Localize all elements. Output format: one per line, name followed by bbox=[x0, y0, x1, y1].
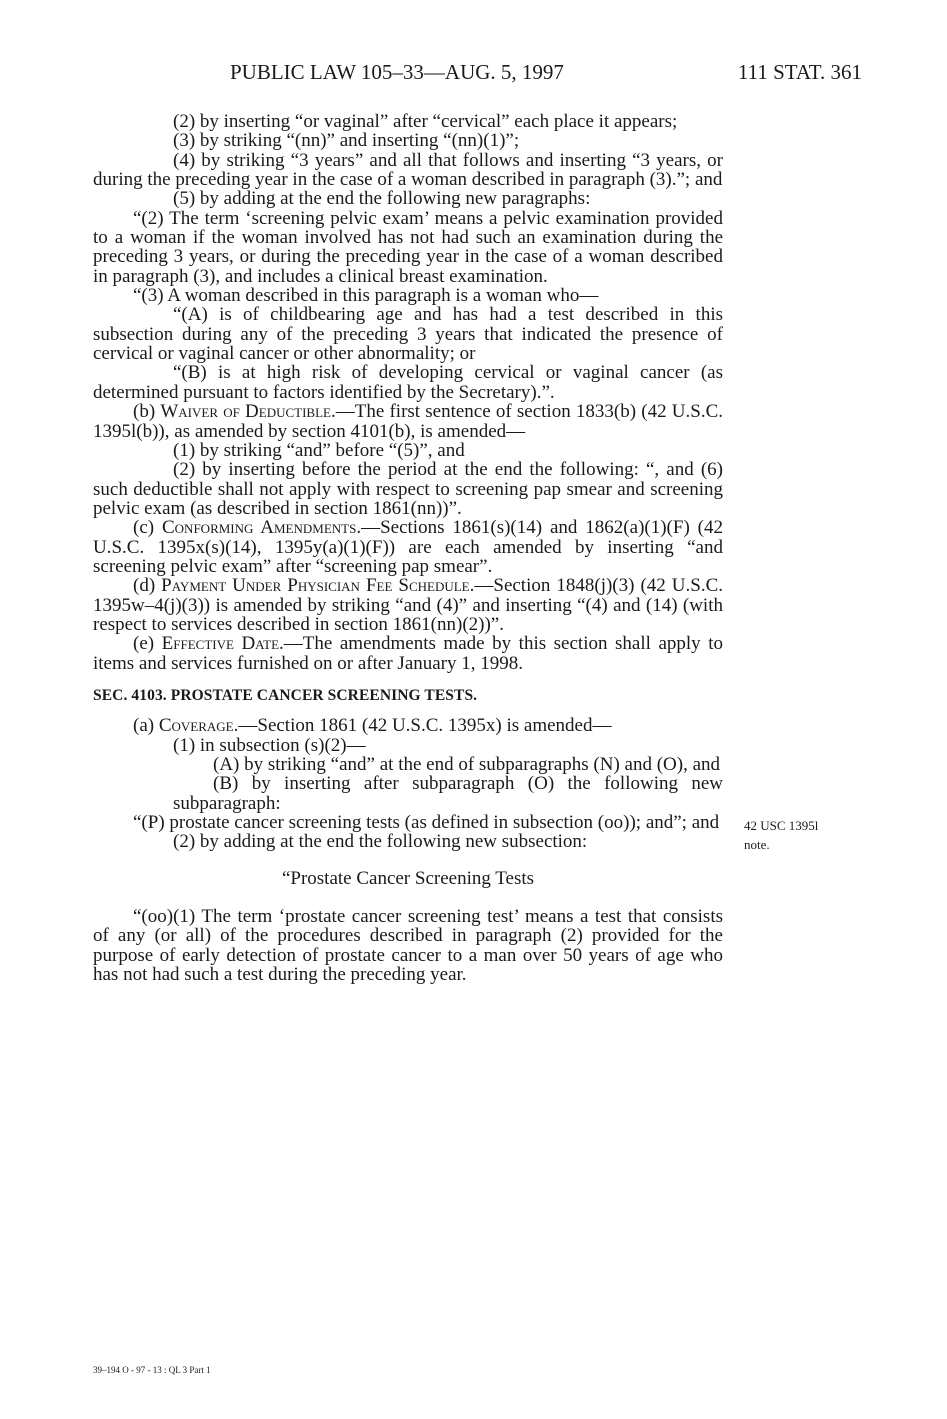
subsection-heading: Conforming Amendments. bbox=[162, 517, 362, 539]
subsection-a bbox=[93, 716, 723, 735]
page-header bbox=[92, 60, 862, 90]
margin-note bbox=[744, 816, 818, 854]
subsection-c bbox=[93, 518, 723, 576]
paragraph: (A) by striking “and” at the end of subparagraphs (N) and (O), and bbox=[213, 754, 721, 775]
paragraph: (2) by adding at the end the following new subsection: bbox=[173, 831, 588, 853]
subsection-heading: Coverage. bbox=[158, 715, 239, 737]
subsection-text: —Sections 1861(s)(14) and 1862(a)(1)(F) (42 U.S.C. 1395x(s)(14), 1395y(a)(1)(F)) are each amended by inserting “and screening pelvic exam” after “screening pap smear”. bbox=[93, 517, 724, 577]
paragraph: “(B) is at high risk of developing cervical or vaginal cancer (as determined pursuant to factors identified by the Secretary).”. bbox=[93, 362, 723, 403]
subsection-label: (d) bbox=[133, 575, 156, 597]
margin-note-citation: 42 USC 1395l bbox=[744, 818, 819, 833]
subsection-label: (a) bbox=[133, 715, 155, 737]
subsection-e bbox=[93, 634, 723, 673]
paragraph: (4) by striking “3 years” and all that follows and inserting “3 years, or during the preceding year in the case of a woman described in paragraph (3).”; and bbox=[93, 149, 723, 191]
paragraph: “(oo)(1) The term ‘prostate cancer screening test’ means a test that consists of any (or all) of the procedures described in paragraph (2) provided for the purpose of early detection of prostate cancer to a man over 50 years of age who has not had such a test during the preceding year. bbox=[93, 906, 723, 986]
paragraph: (B) by inserting after subparagraph (O) the following new subparagraph: bbox=[173, 773, 723, 814]
running-title: PUBLIC LAW 105–33—AUG. 5, 1997 bbox=[230, 60, 564, 84]
subsection-label: (c) bbox=[133, 517, 155, 539]
subsection-d bbox=[93, 576, 723, 634]
section-heading: SEC. 4103. PROSTATE CANCER SCREENING TESTS. bbox=[93, 686, 478, 704]
print-code-footer: 39–194 O - 97 - 13 : QL 3 Part 1 bbox=[93, 1365, 211, 1375]
paragraph: (2) by inserting “or vaginal” after “cervical” each place it appears; bbox=[173, 111, 678, 132]
paragraph: (5) by adding at the end the following new paragraphs: bbox=[173, 188, 591, 210]
subsection-label: (e) bbox=[133, 633, 155, 655]
subsection-title: “Prostate Cancer Screening Tests bbox=[281, 867, 535, 889]
paragraph: “(3) A woman described in this paragraph is a woman who— bbox=[133, 285, 599, 307]
paragraph: (2) by inserting before the period at the end the following: “, and (6) such deductible shall not apply with respect to screening pap smear and screening pelvic exam (as described in section 1861(nn))”. bbox=[93, 459, 723, 519]
paragraph: (3) by striking “(nn)” and inserting “(nn)(1)”; bbox=[173, 130, 520, 152]
subsection-b bbox=[93, 402, 723, 441]
subsection-heading: Payment Under Physician Fee Schedule. bbox=[161, 575, 475, 597]
statute-text bbox=[93, 112, 723, 984]
paragraph: “(P) prostate cancer screening tests (as defined in subsection (oo)); and”; and bbox=[133, 812, 720, 834]
subsection-text: —The amendments made by this section shall apply to items and services furnished on or after January 1, 1998. bbox=[93, 633, 723, 674]
subsection-label: (b) bbox=[133, 401, 156, 423]
margin-note-label: note. bbox=[744, 837, 770, 852]
paragraph: (1) by striking “and” before “(5)”, and bbox=[173, 439, 465, 461]
paragraph: (1) in subsection (s)(2)— bbox=[173, 734, 366, 756]
subsection-heading: Effective Date. bbox=[161, 633, 284, 655]
subsection-heading: Waiver of Deductible. bbox=[160, 401, 336, 423]
paragraph: “(A) is of childbearing age and has had a test described in this subsection during any of the preceding 3 years that indicated the presence of cervical or vaginal cancer or other abnormality; or bbox=[93, 304, 723, 365]
subsection-text: —Section 1848(j)(3) (42 U.S.C. 1395w–4(j)(3)) is amended by striking “and (4)” and inserting “(4) and (14) (with respect to services described in section 1861(nn)(2))”. bbox=[93, 575, 723, 635]
statute-page-reference: 111 STAT. 361 bbox=[737, 60, 862, 84]
subsection-text: —The first sentence of section 1833(b) (42 U.S.C. 1395l(b)), as amended by section 4101(b), is amended— bbox=[93, 401, 724, 442]
paragraph: “(2) The term ‘screening pelvic exam’ means a pelvic examination provided to a woman if the woman involved has not had such an examination during the preceding 3 years, or during the preceding year in the case of a woman described in paragraph (3), and includes a clinical breast examination. bbox=[93, 207, 723, 287]
subsection-text: —Section 1861 (42 U.S.C. 1395x) is amended— bbox=[238, 715, 612, 737]
